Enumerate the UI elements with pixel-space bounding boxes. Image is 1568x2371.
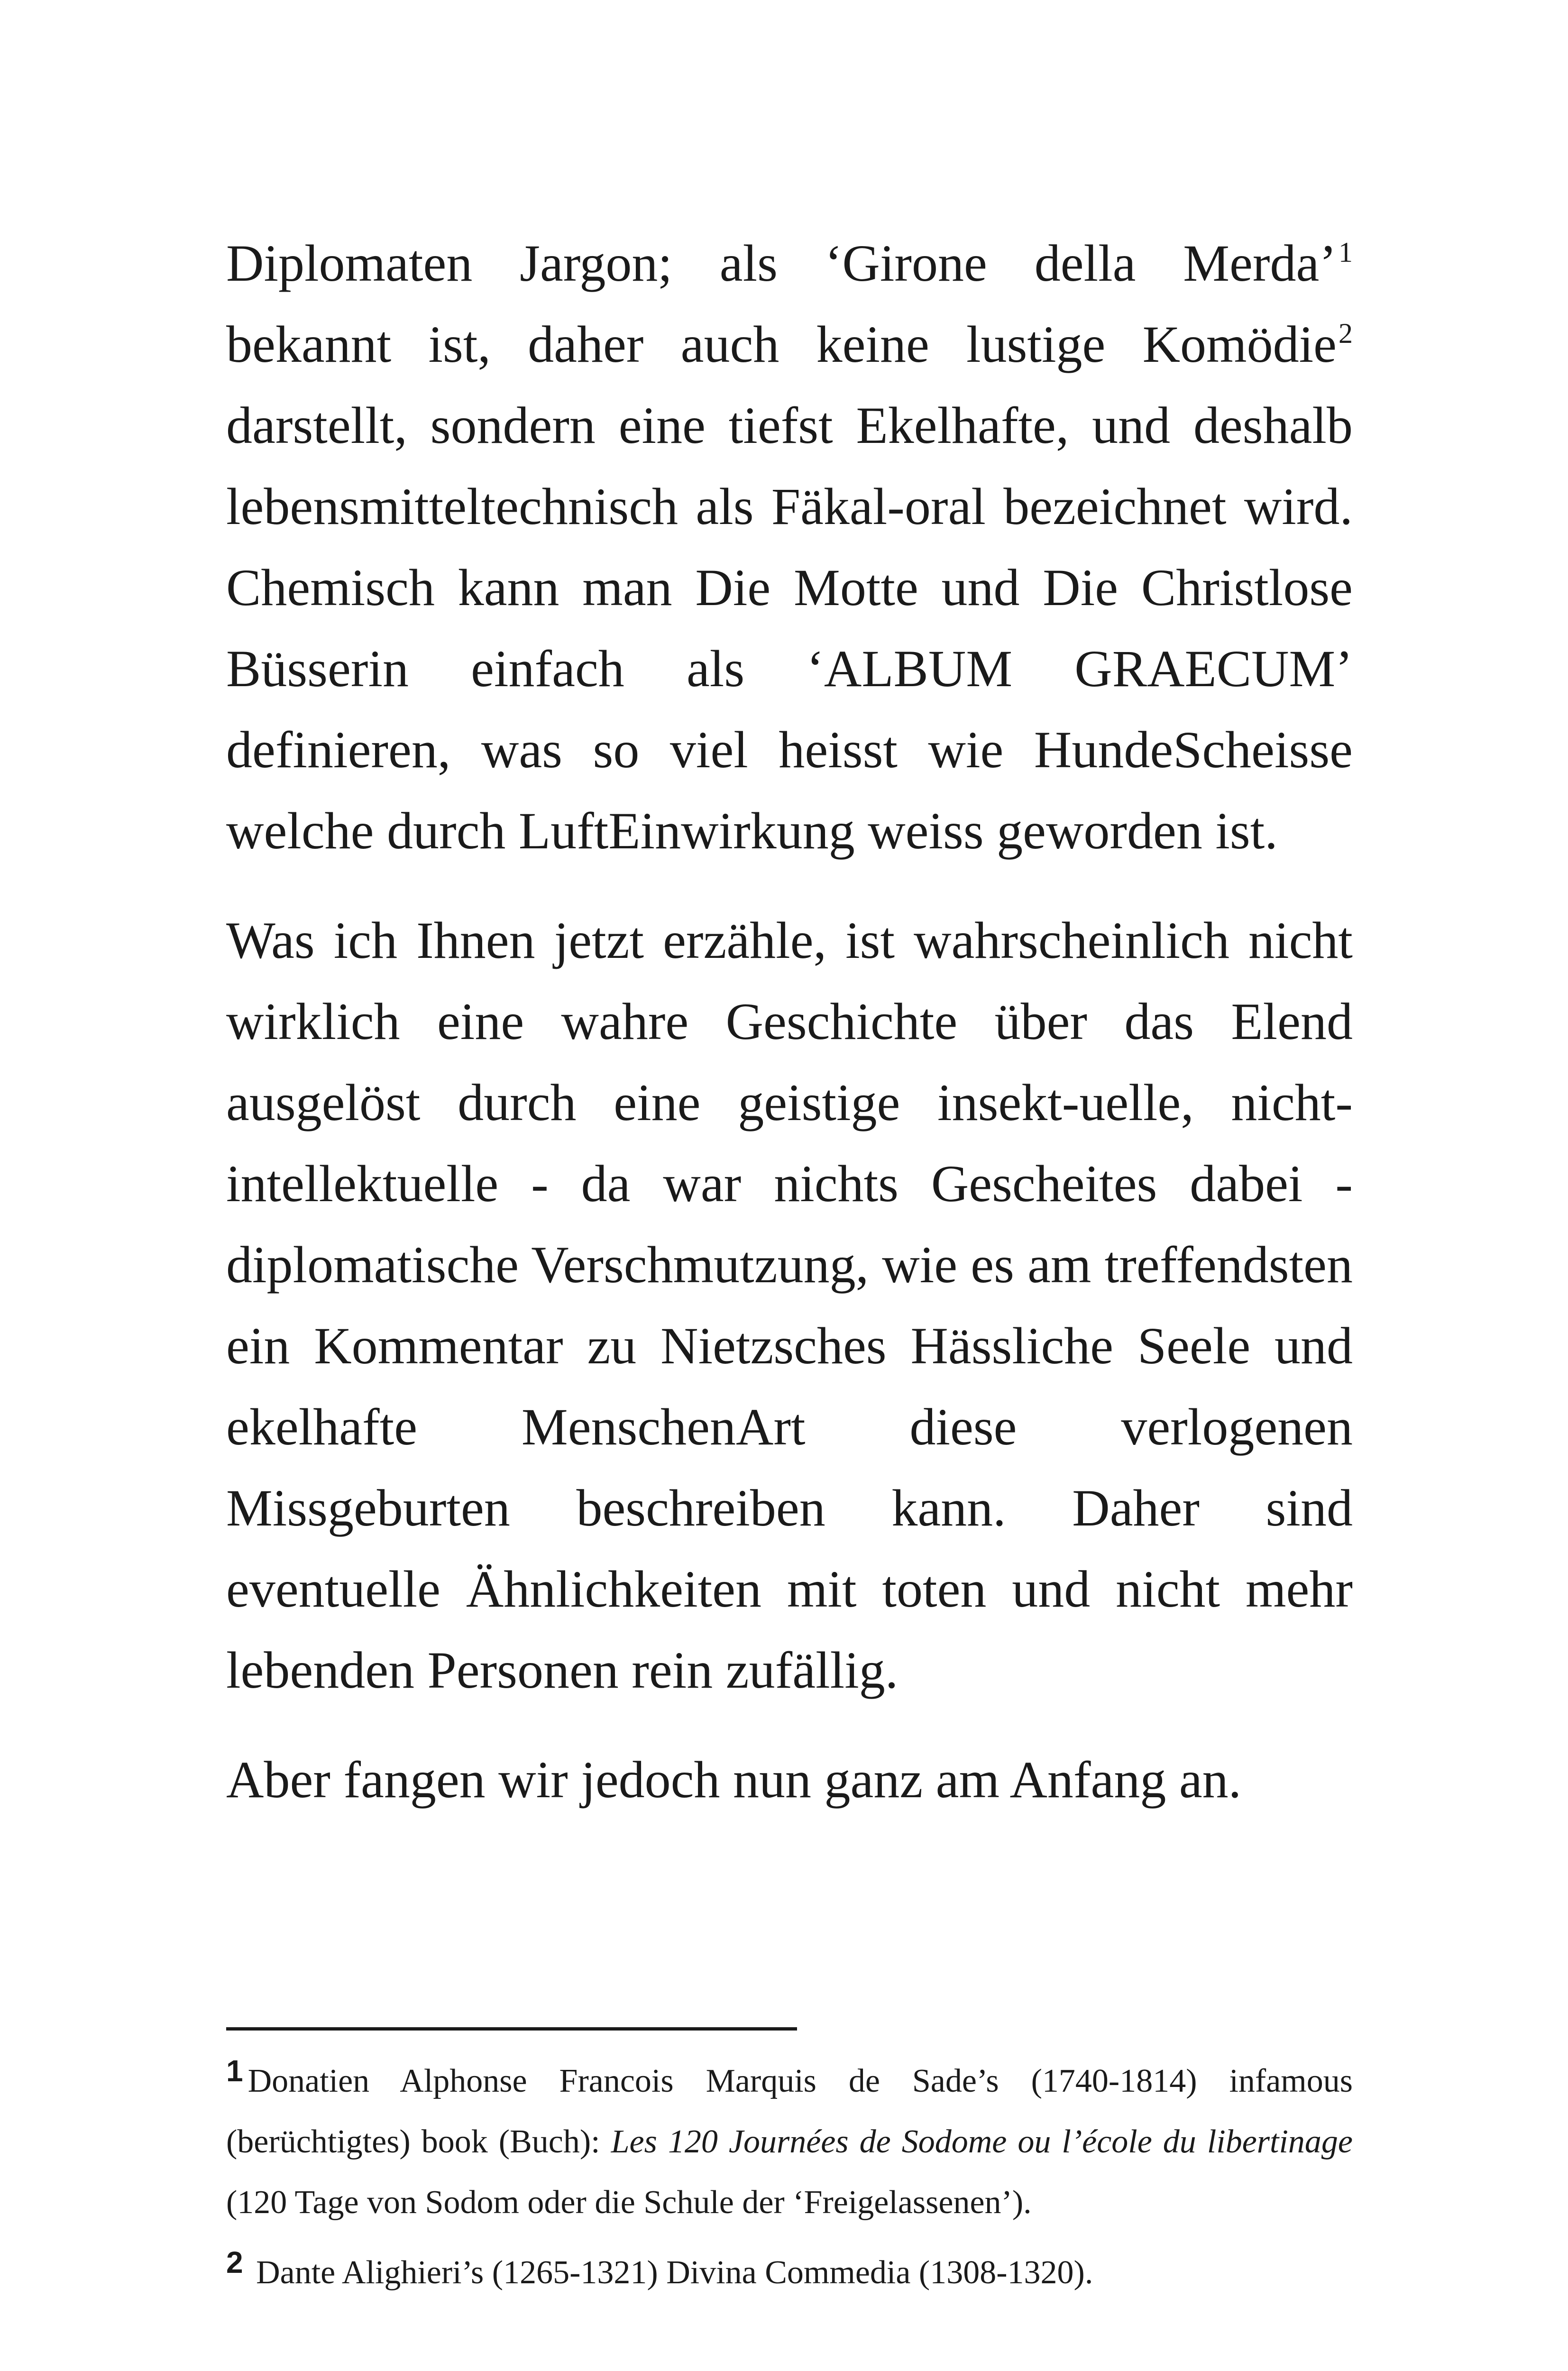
footnote-2-text: Dante Alighieri’s (1265-1321) Divina Commedia (1308-1320). bbox=[256, 2254, 1093, 2291]
footnote-ref-2[interactable]: 2 bbox=[1339, 318, 1353, 349]
paragraph-1-text-c: darstellt, sondern eine tiefst Ekelhafte, und deshalb lebensmitteltechnisch als Fäkal-oral bezeichnet wird. Chemisch kann man Die Motte und Die Christlose Büsserin einfach als ‘ALBUM GRAECUM’ definieren, was so viel heisst wie HundeScheisse welche durch LuftEinwirkung weiss geworden ist. bbox=[226, 396, 1353, 860]
paragraph-1-text-b: bekannt ist, daher auch keine lustige Komödie bbox=[226, 315, 1337, 373]
footnote-ref-1[interactable]: 1 bbox=[1339, 237, 1353, 268]
paragraph-2: Was ich Ihnen jetzt erzähle, ist wahrscheinlich nicht wirklich eine wahre Geschichte über das Elend ausgelöst durch eine geistige insekt-uelle, nicht-intellektuelle - da war nichts Gescheites dabei - diplomatische Verschmutzung, wie es am treffendsten ein Kommentar zu Nietzsches Hässliche Seele und ekelhafte MenschenArt diese verlogenen Missgeburten beschreiben kann. Daher sind eventuelle Ähnlichkeiten mit toten und nicht mehr lebenden Personen rein zufällig. bbox=[226, 911, 1353, 1699]
paragraph-1 bbox=[226, 223, 1353, 872]
main-text bbox=[226, 223, 1353, 1849]
footnote-1-title: Les 120 Journées de Sodome ou l’école du libertinage bbox=[611, 2123, 1353, 2160]
footnote-1-text-b: (120 Tage von Sodom oder die Schule der ‘Freigelassenen’). bbox=[226, 2184, 1032, 2221]
footnote-2 bbox=[226, 2242, 1353, 2303]
footnote-1-text-a: Donatien Alphonse Francois Marquis de Sade’s (1740-1814) infamous (berüchtigtes) book (Buch): bbox=[226, 2063, 1353, 2160]
footnote-1 bbox=[226, 2051, 1353, 2233]
footnotes bbox=[226, 2051, 1353, 2313]
paragraph-3: Aber fangen wir jedoch nun ganz am Anfang an. bbox=[226, 1751, 1242, 1809]
paragraph-1-text-a: Diplomaten Jargon; als ‘Girone della Merda’ bbox=[226, 234, 1337, 292]
footnote-divider bbox=[226, 2027, 797, 2031]
footnote-2-mark: 2 bbox=[226, 2245, 243, 2279]
footnote-1-mark: 1 bbox=[226, 2054, 243, 2088]
